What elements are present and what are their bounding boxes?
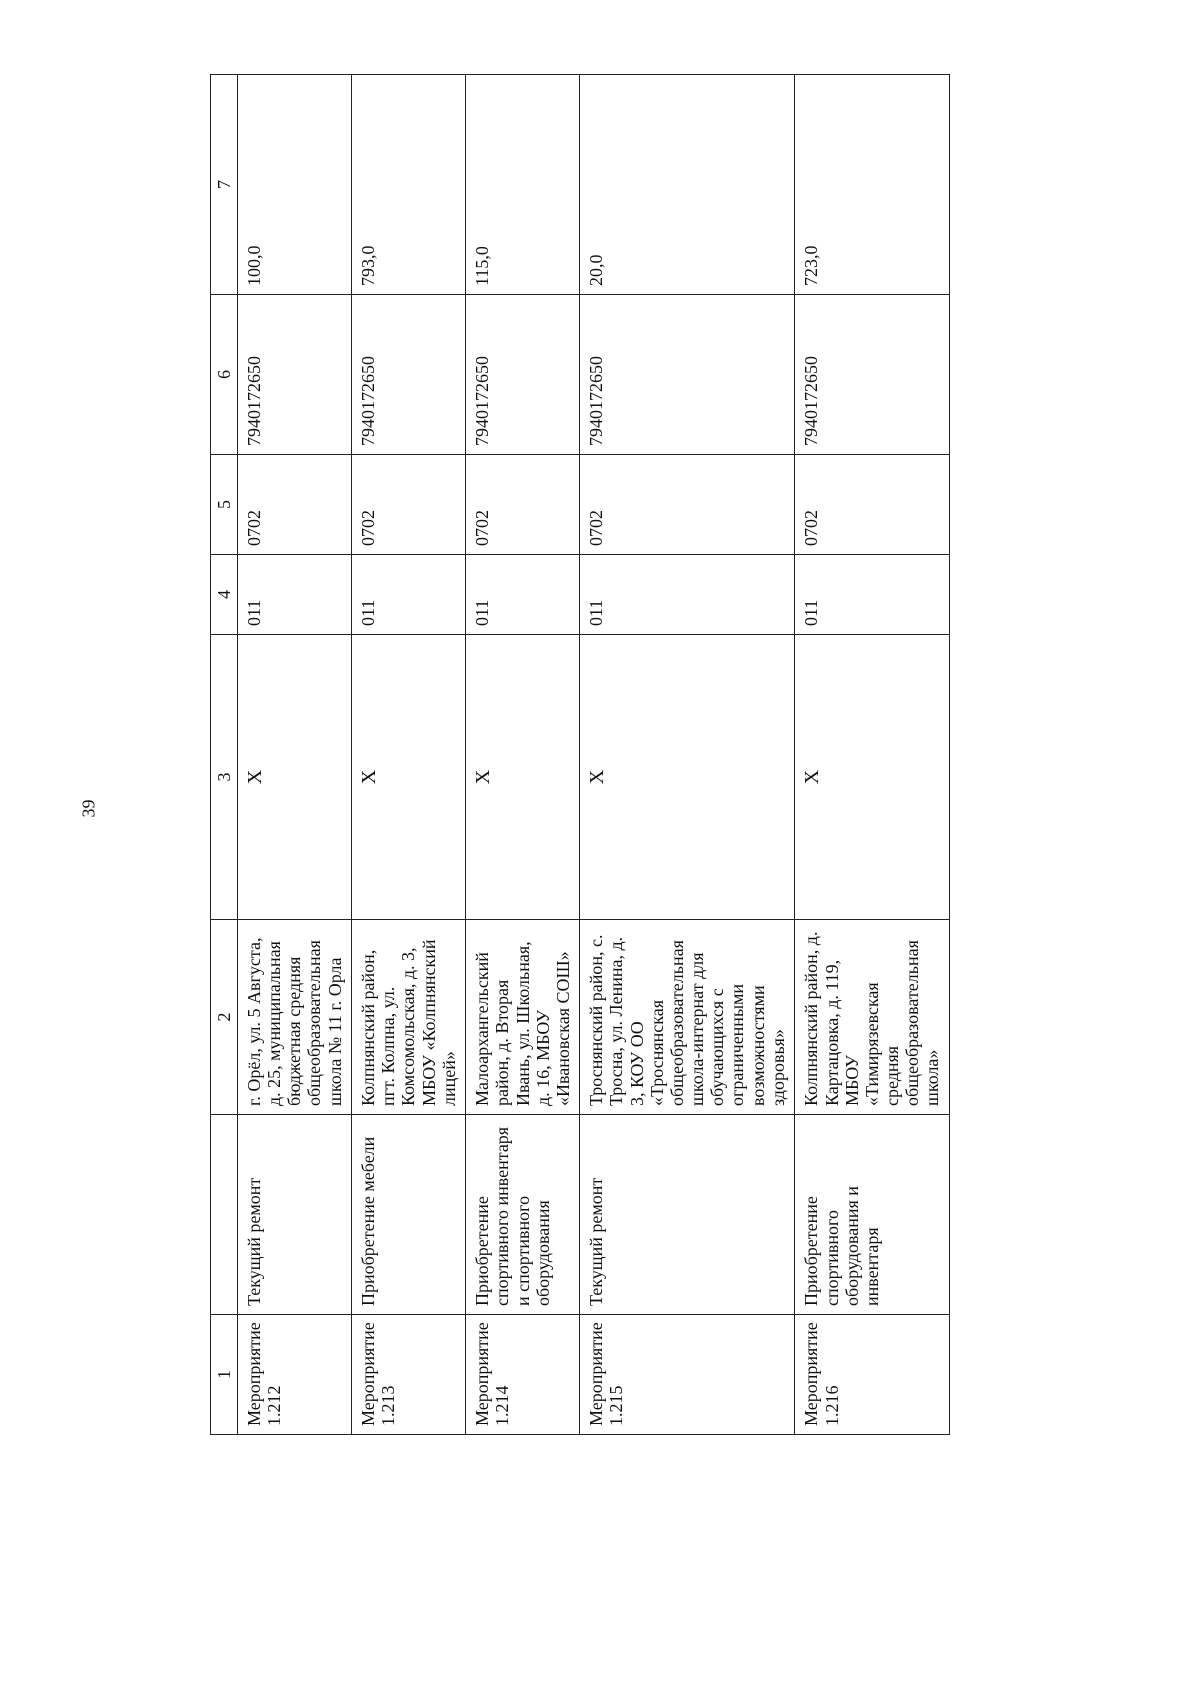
x-mark-cell: X — [795, 635, 950, 920]
rotated-table-container — [210, 75, 950, 1435]
amount-cell: 793,0 — [352, 75, 466, 295]
page-number: 39 — [78, 799, 99, 818]
amount-cell: 115,0 — [466, 75, 580, 295]
measure-id-cell: Мероприятие 1.214 — [466, 1315, 580, 1435]
activity-cell: Приобретение мебели — [352, 1115, 466, 1315]
table-row — [466, 75, 580, 1435]
target-article-cell: 7940172650 — [580, 295, 795, 455]
amount-cell: 20,0 — [580, 75, 795, 295]
address-cell: Колпнянский район, пгт. Колпна, ул. Комсомольская, д. 3, МБОУ «Колпнянский лицей» — [352, 920, 466, 1115]
measure-id-cell: Мероприятие 1.213 — [352, 1315, 466, 1435]
header-cell — [211, 1115, 238, 1315]
activity-cell: Приобретение спортивного инвентаря и спортивного оборудования — [466, 1115, 580, 1315]
measure-id-cell: Мероприятие 1.212 — [238, 1315, 352, 1435]
table-row — [238, 75, 352, 1435]
measures-table — [210, 74, 950, 1435]
target-article-cell: 7940172650 — [466, 295, 580, 455]
table-body — [211, 75, 950, 1435]
header-cell: 1 — [211, 1315, 238, 1435]
x-mark-cell: X — [580, 635, 795, 920]
header-cell: 3 — [211, 635, 238, 920]
header-cell: 6 — [211, 295, 238, 455]
section-cell: 0702 — [580, 455, 795, 555]
amount-cell: 100,0 — [238, 75, 352, 295]
x-mark-cell: X — [238, 635, 352, 920]
address-cell: Колпнянский район, д. Картацовка, д. 119, МБОУ «Тимирязевская средняя общеобразовательная школа» — [795, 920, 950, 1115]
table-row — [795, 75, 950, 1435]
header-cell: 5 — [211, 455, 238, 555]
section-cell: 0702 — [795, 455, 950, 555]
table-header-row — [211, 75, 238, 1435]
target-article-cell: 7940172650 — [238, 295, 352, 455]
activity-cell: Текущий ремонт — [580, 1115, 795, 1315]
activity-cell: Текущий ремонт — [238, 1115, 352, 1315]
target-article-cell: 7940172650 — [352, 295, 466, 455]
measure-id-cell: Мероприятие 1.215 — [580, 1315, 795, 1435]
x-mark-cell: X — [352, 635, 466, 920]
code-cell: 011 — [795, 555, 950, 635]
target-article-cell: 7940172650 — [795, 295, 950, 455]
x-mark-cell: X — [466, 635, 580, 920]
section-cell: 0702 — [238, 455, 352, 555]
header-cell: 4 — [211, 555, 238, 635]
code-cell: 011 — [466, 555, 580, 635]
address-cell: г. Орёл, ул. 5 Августа, д. 25, муниципальная бюджетная средняя общеобразовательная школа № 11 г. Орла — [238, 920, 352, 1115]
amount-cell: 723,0 — [795, 75, 950, 295]
address-cell: Малоархангельский район, д. Вторая Ивань, ул. Школьная, д. 16, МБОУ «Ивановская СОШ» — [466, 920, 580, 1115]
header-cell: 2 — [211, 920, 238, 1115]
code-cell: 011 — [580, 555, 795, 635]
table-row — [352, 75, 466, 1435]
section-cell: 0702 — [466, 455, 580, 555]
activity-cell: Приобретение спортивного оборудования и инвентаря — [795, 1115, 950, 1315]
table-row — [580, 75, 795, 1435]
code-cell: 011 — [238, 555, 352, 635]
section-cell: 0702 — [352, 455, 466, 555]
address-cell: Троснянский район, с. Тросна, ул. Ленина, д. 3, КОУ ОО «Троснянская общеобразовательная школа-интернат для обучающихся с ограниченными возможностями здоровья» — [580, 920, 795, 1115]
code-cell: 011 — [352, 555, 466, 635]
header-cell: 7 — [211, 75, 238, 295]
measure-id-cell: Мероприятие 1.216 — [795, 1315, 950, 1435]
